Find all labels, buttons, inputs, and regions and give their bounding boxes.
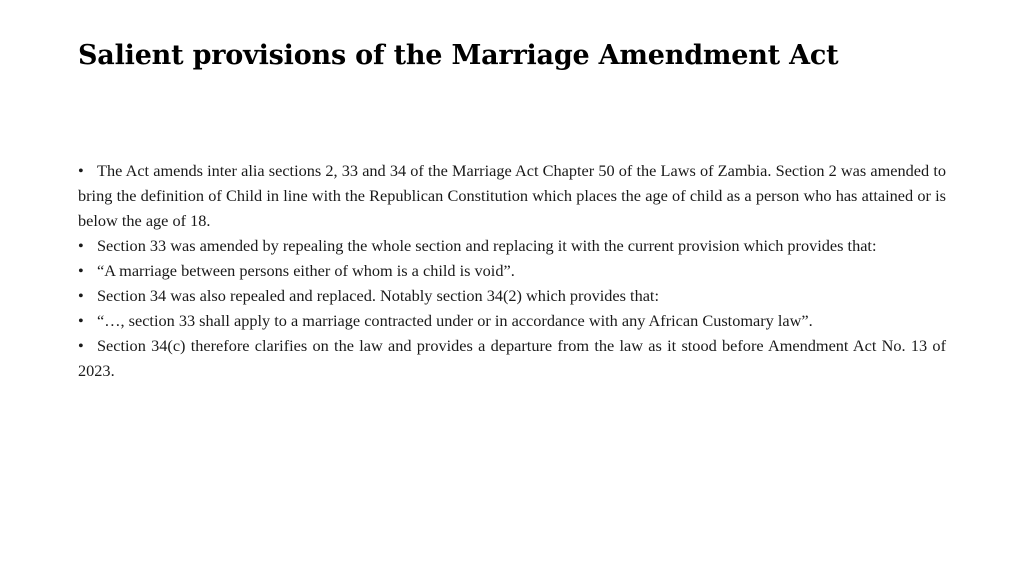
bullet-paragraph-2 bbox=[78, 233, 946, 258]
bullet-icon: • bbox=[78, 261, 84, 280]
bullet-paragraph-3 bbox=[78, 258, 946, 283]
bullet-paragraph-5 bbox=[78, 308, 946, 333]
paragraph-text: The Act amends inter alia sections 2, 33 and 34 of the Marriage Act Chapter 50 of the Laws of Zambia. Section 2 was amended to bring the definition of Child in line with the Republican Constitution which places the age of child as a person who has attained or is below the age of 18. bbox=[78, 161, 946, 230]
bullet-paragraph-4 bbox=[78, 283, 946, 308]
bullet-paragraph-6 bbox=[78, 333, 946, 383]
paragraph-text: Section 34(c) therefore clarifies on the law and provides a departure from the law as it stood before Amendment Act No. 13 of 2023. bbox=[78, 336, 946, 380]
bullet-paragraph-1 bbox=[78, 158, 946, 233]
bullet-icon: • bbox=[78, 161, 84, 180]
bullet-icon: • bbox=[78, 311, 84, 330]
paragraph-text: “…, section 33 shall apply to a marriage contracted under or in accordance with any African Customary law”. bbox=[97, 311, 813, 330]
paragraph-text: Section 33 was amended by repealing the whole section and replacing it with the current provision which provides that: bbox=[97, 236, 877, 255]
paragraph-text: Section 34 was also repealed and replaced. Notably section 34(2) which provides that: bbox=[97, 286, 659, 305]
bullet-icon: • bbox=[78, 336, 84, 355]
slide-title: Salient provisions of the Marriage Amendment Act bbox=[78, 40, 839, 71]
paragraph-text: “A marriage between persons either of whom is a child is void”. bbox=[97, 261, 515, 280]
bullet-icon: • bbox=[78, 236, 84, 255]
slide-body bbox=[78, 158, 946, 383]
bullet-icon: • bbox=[78, 286, 84, 305]
